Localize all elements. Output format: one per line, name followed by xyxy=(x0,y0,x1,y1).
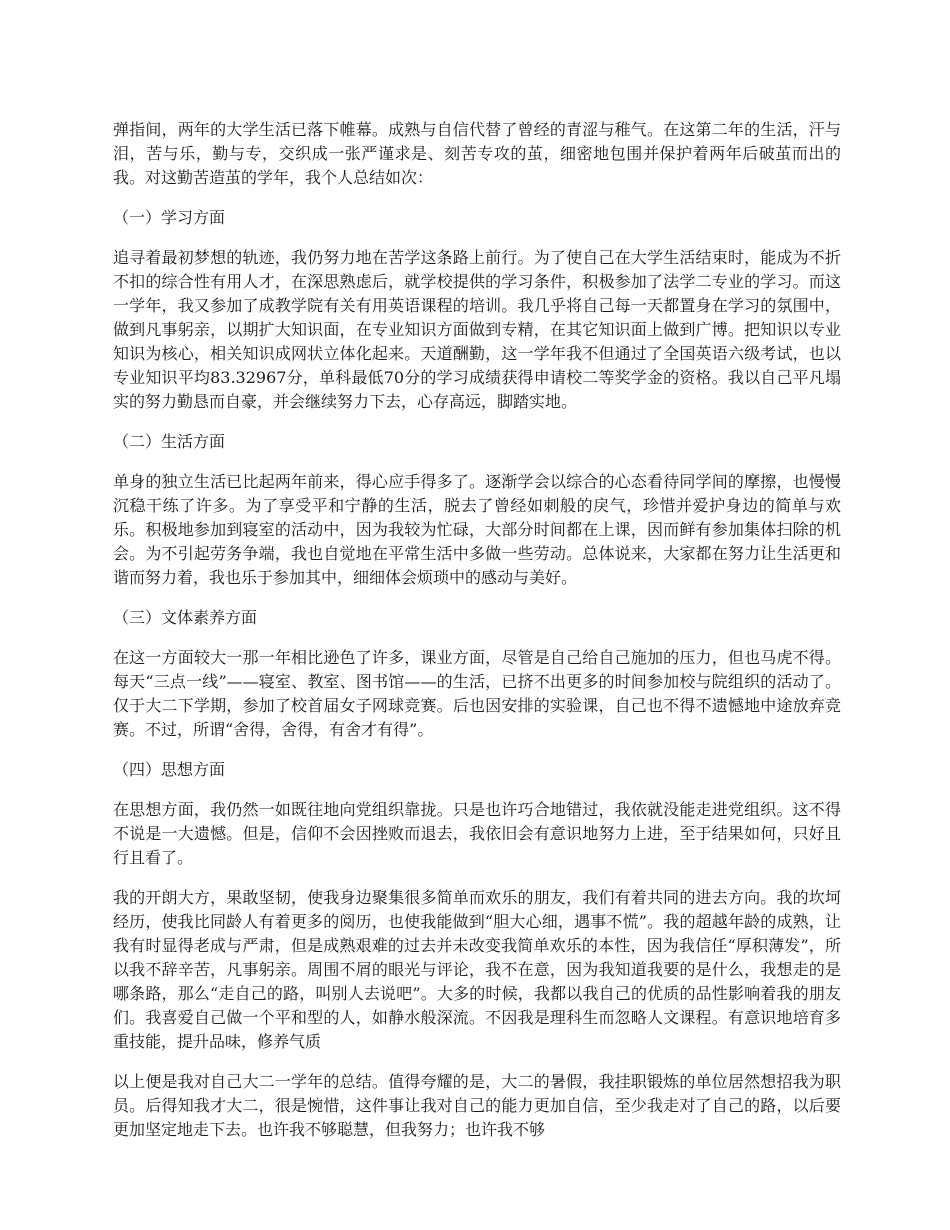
section-heading-life: （二）生活方面 xyxy=(113,432,226,451)
study-paragraph: 追寻着最初梦想的轨迹，我仍努力地在苦学这条路上前行。为了使自己在大学生活结束时，能成为不折不扣的综合性有用人才，在深思熟虑后，就学校提供的学习条件，积极参加了法学二专业的学习。而这一学年，我又参加了成教学院有关有用英语课程的培训。我几乎将自己每一天都置身在学习的氛围中，做到凡事躬亲，以期扩大知识面，在专业知识方面做到专精，在其它知识面上做到广博。把知识以专业知识为核心，相关知识成网状立体化起来。天道酬勤，这一学年我不但通过了全国英语六级考试，也以专业知识平均83.32967分，单科最低70分的学习成绩获得申请校二等奖学金的资格。我以自己平凡塌实的努力勤恳而自豪，并会继续努力下去，心存高远，脚踏实地。 xyxy=(113,248,841,411)
section-heading-culture-sports: （三）文体素养方面 xyxy=(113,608,258,627)
section-heading-study: （一）学习方面 xyxy=(113,208,226,227)
thought-paragraph-2: 我的开朗大方，果敢坚韧，使我身边聚集很多简单而欢乐的朋友，我们有着共同的进去方向。我的坎坷经历，使我比同龄人有着更多的阅历，也使我能做到“胆大心细，遇事不慌”。我的超越年龄的成熟，让我有时显得老成与严肃，但是成熟艰难的过去并未改变我简单欢乐的本性，因为我信任“厚积薄发”，所以我不辞辛苦，凡事躬亲。周围不屑的眼光与评论，我不在意，因为我知道我要的是什么，我想走的是哪条路，那么“走自己的路，叫别人去说吧”。大多的时候，我都以我自己的优质的品性影响着我的朋友们。我喜爱自己做一个平和型的人，如静水般深流。不因我是理科生而忽略人文课程。有意识地培育多重技能，提升品味，修养气质 xyxy=(113,888,841,1051)
document-page xyxy=(113,118,841,1158)
culture-sports-paragraph: 在这一方面较大一那一年相比逊色了许多，课业方面，尽管是自己给自己施加的压力，但也马虎不得。每天“三点一线”——寝室、教室、图书馆——的生活，已挤不出更多的时间参加校与院组织的活动了。仅于大二下学期，参加了校首届女子网球竞赛。后也因安排的实验课，自己也不得不遗憾地中途放弃竞赛。不过，所谓“舍得，舍得，有舍才有得”。 xyxy=(113,648,841,739)
life-paragraph: 单身的独立生活已比起两年前来，得心应手得多了。逐渐学会以综合的心态看待同学间的摩擦，也慢慢沉稳干练了许多。为了享受平和宁静的生活，脱去了曾经如刺般的戾气，珍惜并爱护身边的简单与欢乐。积极地参加到寝室的活动中，因为我较为忙碌，大部分时间都在上课，因而鲜有参加集体扫除的机会。为不引起劳务争端，我也自觉地在平常生活中多做一些劳动。总体说来，大家都在努力让生活更和谐而努力着，我也乐于参加其中，细细体会烦琐中的感动与美好。 xyxy=(113,472,841,587)
summary-paragraph: 以上便是我对自己大二一学年的总结。值得夸耀的是，大二的暑假，我挂职锻炼的单位居然想招我为职员。后得知我才大二，很是惋惜，这件事让我对自己的能力更加自信，至少我走对了自己的路，以后要更加坚定地走下去。也许我不够聪慧，但我努力；也许我不够 xyxy=(113,1072,841,1139)
intro-paragraph: 弹指间，两年的大学生活已落下帷幕。成熟与自信代替了曾经的青涩与稚气。在这第二年的生活，汗与泪，苦与乐，勤与专，交织成一张严谨求是、刻苦专攻的茧，细密地包围并保护着两年后破茧而出的我。对这勤苦造茧的学年，我个人总结如次： xyxy=(113,120,841,187)
thought-paragraph-1: 在思想方面，我仍然一如既往地向党组织靠拢。只是也许巧合地错过，我依就没能走进党组织。这不得不说是一大遗憾。但是，信仰不会因挫败而退去，我依旧会有意识地努力上进，至于结果如何，只好且行且看了。 xyxy=(113,800,841,867)
section-heading-thought: （四）思想方面 xyxy=(113,760,226,779)
